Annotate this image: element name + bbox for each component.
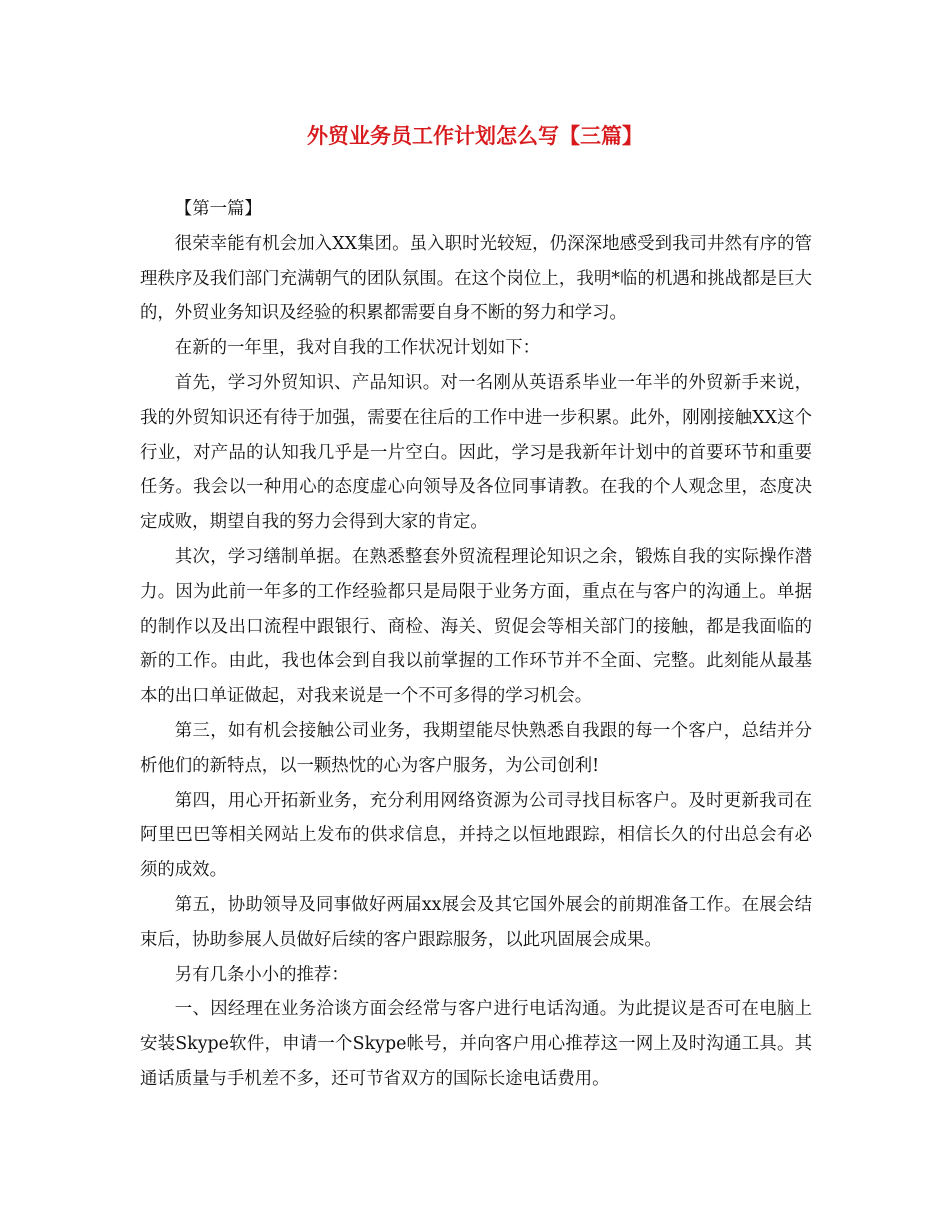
paragraph: 第三，如有机会接触公司业务，我期望能尽快熟悉自我跟的每一个客户，总结并分析他们的新特点，以一颗热忱的心为客户服务，为公司创利! [140,720,812,776]
paragraph: 一、因经理在业务洽谈方面会经常与客户进行电话沟通。为此提议是否可在电脑上安装Skype软件，申请一个Skype帐号，并向客户用心推荐这一网上及时沟通工具。其通话质量与手机差不多，还可节省双方的国际长途电话费用。 [140,999,812,1089]
section-heading: 【第一篇】 [174,199,262,219]
paragraph: 第四，用心开拓新业务，充分利用网络资源为公司寻找目标客户。及时更新我司在阿里巴巴等相关网站上发布的供求信息，并持之以恒地跟踪，相信长久的付出总会有必须的成效。 [140,790,812,881]
document-body [140,192,812,1097]
document-title: 外贸业务员工作计划怎么写【三篇】 [307,123,643,148]
paragraph: 首先，学习外贸知识、产品知识。对一名刚从英语系毕业一年半的外贸新手来说，我的外贸知识还有待于加强，需要在往后的工作中进一步积累。此外，刚刚接触XX这个行业，对产品的认知我几乎是一片空白。因此，学习是我新年计划中的首要环节和重要任务。我会以一种用心的态度虚心向领导及各位同事请教。在我的个人观念里，态度决定成败，期望自我的努力会得到大家的肯定。 [140,372,812,533]
paragraph: 另有几条小小的推荐： [174,964,349,985]
paragraph: 第五，协助领导及同事做好两届xx展会及其它国外展会的前期准备工作。在展会结束后，协助参展人员做好后续的客户跟踪服务，以此巩固展会成果。 [140,894,812,950]
paragraph: 很荣幸能有机会加入XX集团。虽入职时光较短，仍深深地感受到我司井然有序的管理秩序及我们部门充满朝气的团队氛围。在这个岗位上，我明*临的机遇和挑战都是巨大的，外贸业务知识及经验的积累都需要自身不断的努力和学习。 [140,233,812,324]
paragraph: 其次，学习缮制单据。在熟悉整套外贸流程理论知识之余，锻炼自我的实际操作潜力。因为此前一年多的工作经验都只是局限于业务方面，重点在与客户的沟通上。单据的制作以及出口流程中跟银行、商检、海关、贸促会等相关部门的接触，都是我面临的新的工作。由此，我也体会到自我以前掌握的工作环节并不全面、完整。此刻能从最基本的出口单证做起，对我来说是一个不可多得的学习机会。 [140,546,812,707]
paragraph: 在新的一年里，我对自我的工作状况计划如下： [174,338,541,359]
